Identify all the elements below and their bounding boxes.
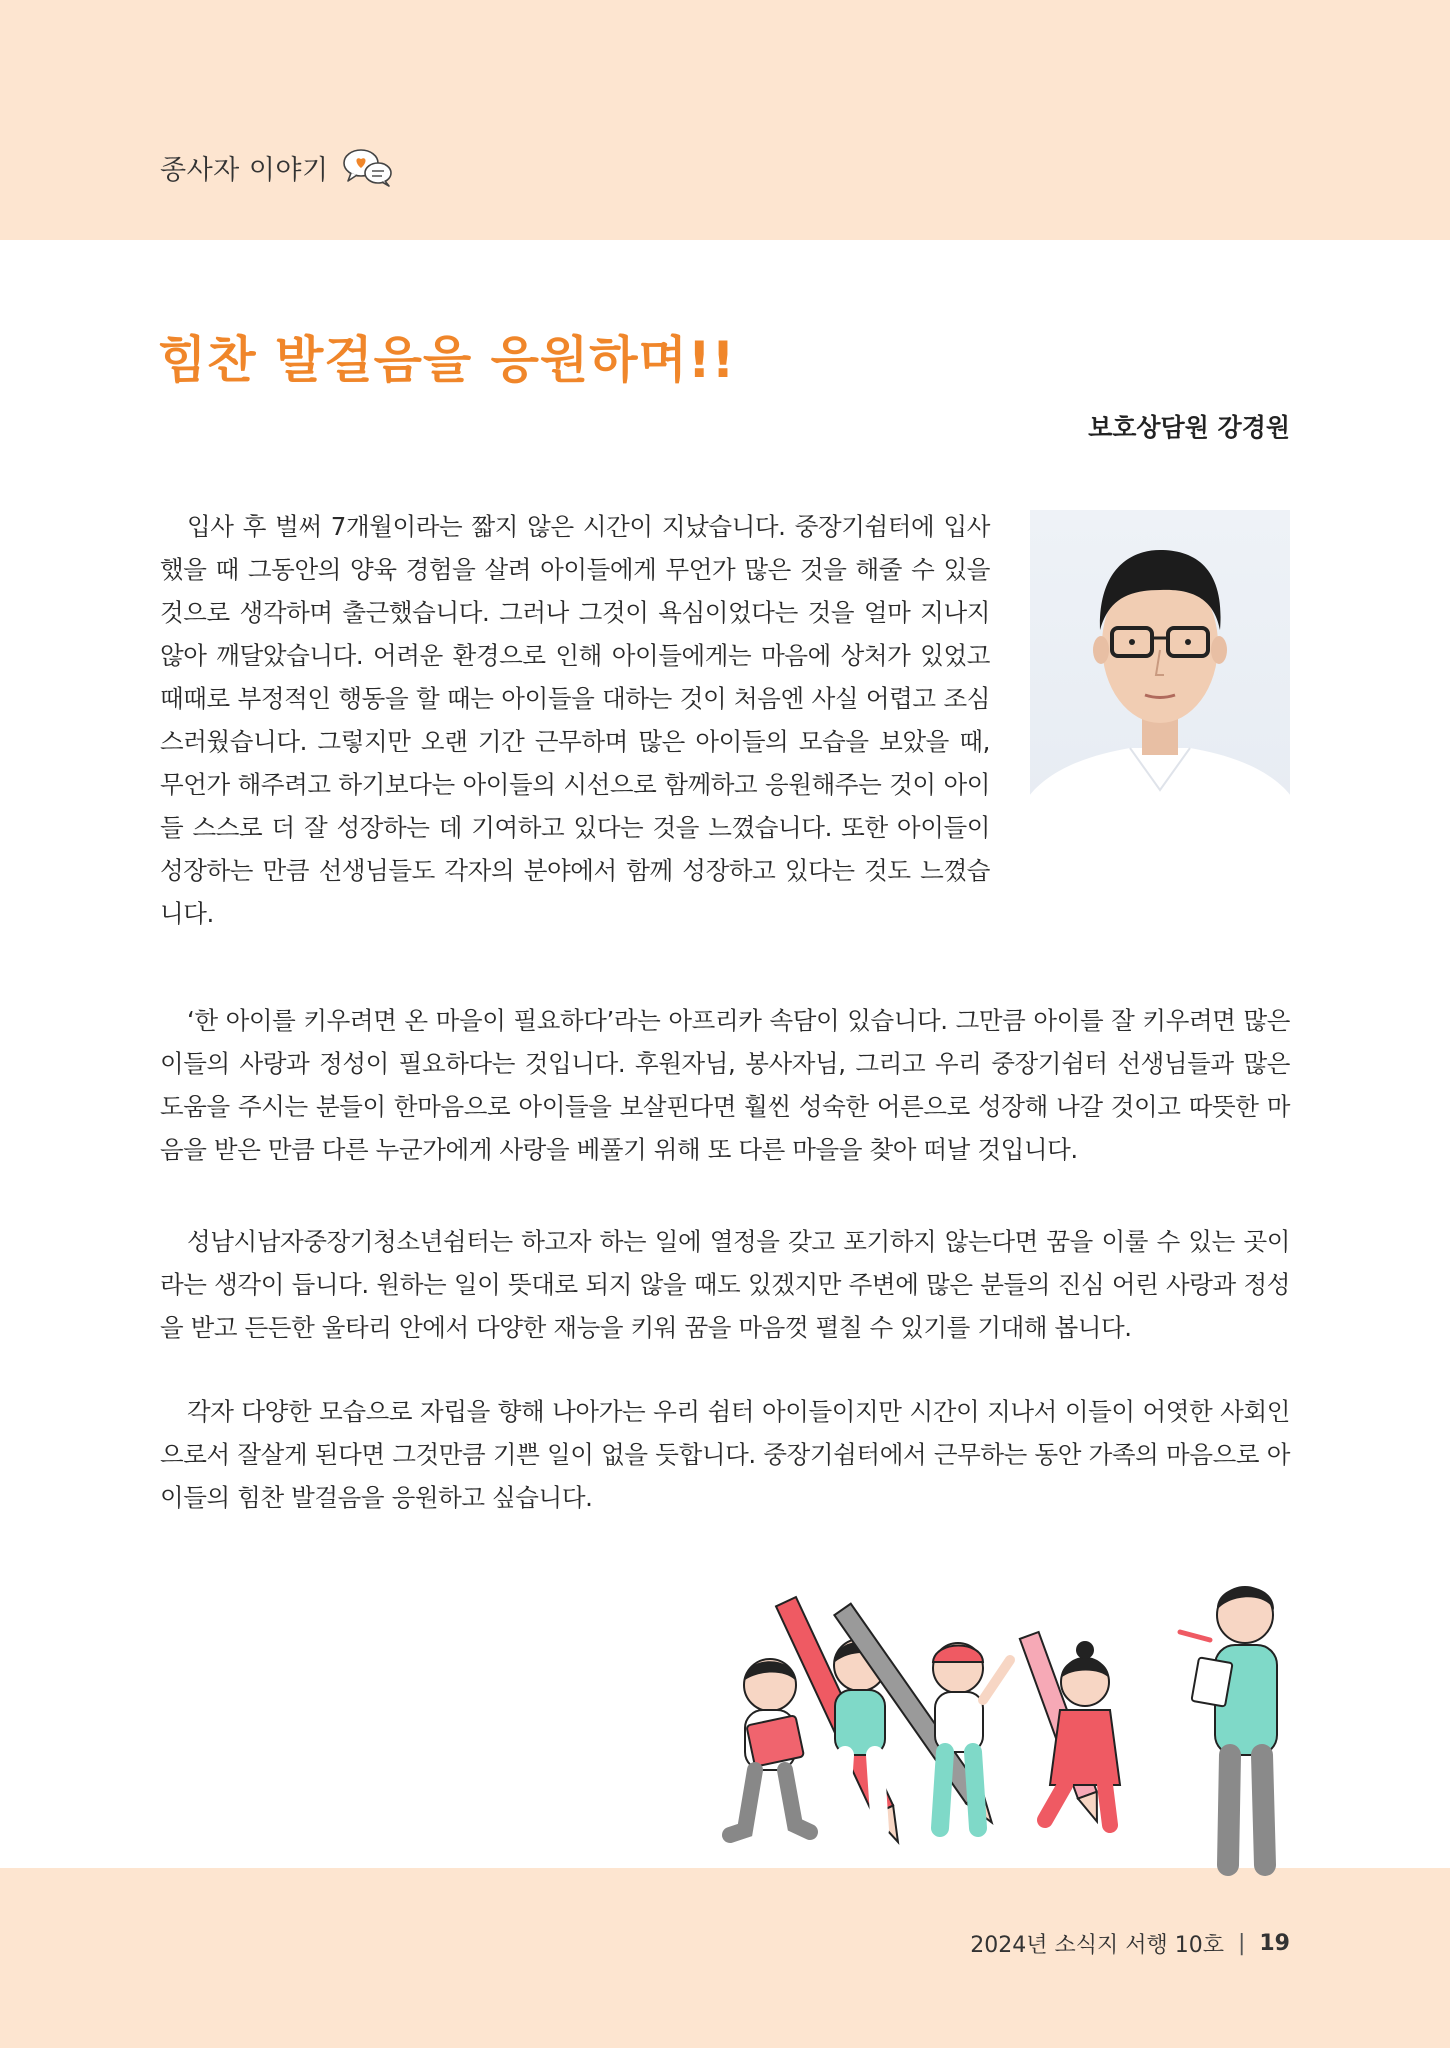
section-label-text: 종사자 이야기	[160, 154, 329, 186]
paragraph-2: ‘한 아이를 키우려면 온 마을이 필요하다’라는 아프리카 속담이 있습니다. 그만큼 아이를 잘 키우려면 많은 이들의 사랑과 정성이 필요하다는 것입니다. 후원자님, 봉사자님, 그리고 우리 중장기쉼터 선생님들과 많은 도움을 주시는 분들이 한마음으로 아이들을 보살핀다면 훨씬 성숙한 어른으로 성장해 나갈 것이고 따뜻한 마음을 받은 만큼 다른 누군가에게 사랑을 베풀기 위해 또 다른 마을을 찾아 떠날 것입니다.	[160, 1006, 1290, 1164]
paragraph-3: 성남시남자중장기청소년쉼터는 하고자 하는 일에 열정을 갖고 포기하지 않는다면 꿈을 이룰 수 있는 곳이라는 생각이 듭니다. 원하는 일이 뜻대로 되지 않을 때도 있겠지만 주변에 많은 분들의 진심 어린 사랑과 정성을 받고 든든한 울타리 안에서 다양한 재능을 키워 꿈을 마음껏 펼칠 수 있기를 기대해 봅니다.	[160, 1227, 1290, 1342]
children-with-pencils-illustration	[690, 1570, 1310, 1890]
section-label	[160, 146, 393, 188]
publication-name: 2024년 소식지 서행 10호	[970, 1933, 1224, 1958]
teacher-with-notepad	[1180, 1587, 1277, 1865]
article-title: 힘찬 발걸음을 응원하며!!	[158, 331, 736, 389]
author-portrait	[1030, 510, 1290, 860]
chat-heart-icon	[341, 146, 393, 188]
author-byline: 보호상담원 강경원	[1088, 413, 1290, 442]
footer-separator: |	[1237, 1931, 1246, 1956]
portrait-illustration	[1030, 510, 1290, 860]
child-with-book	[730, 1659, 810, 1835]
page-footer	[970, 1928, 1290, 1959]
paragraph-4: 각자 다양한 모습으로 자립을 향해 나아가는 우리 쉼터 아이들이지만 시간이 지나서 이들이 어엿한 사회인으로서 잘살게 된다면 그것만큼 기쁜 일이 없을 듯합니다. 중장기쉼터에서 근무하는 동안 가족의 마음으로 아이들의 힘찬 발걸음을 응원하고 싶습니다.	[160, 1397, 1290, 1512]
child-with-cap	[933, 1643, 1010, 1828]
paragraph-1: 입사 후 벌써 7개월이라는 짧지 않은 시간이 지났습니다. 중장기쉼터에 입사했을 때 그동안의 양육 경험을 살려 아이들에게 무언가 많은 것을 해줄 수 있을 것으로 생각하며 출근했습니다. 그러나 그것이 욕심이었다는 것을 얼마 지나지 않아 깨달았습니다. 어려운 환경으로 인해 아이들에게는 마음에 상처가 있었고 때때로 부정적인 행동을 할 때는 아이들을 대하는 것이 처음엔 사실 어렵고 조심스러웠습니다. 그렇지만 오랜 기간 근무하며 많은 아이들의 모습을 보았을 때, 무언가 해주려고 하기보다는 아이들의 시선으로 함께하고 응원해주는 것이 아이들 스스로 더 잘 성장하는 데 기여하고 있다는 것을 느꼈습니다. 또한 아이들이 성장하는 만큼 선생님들도 각자의 분야에서 함께 성장하고 있다는 것도 느꼈습니다.	[160, 512, 990, 928]
page-number: 19	[1259, 1931, 1290, 1956]
header-band	[0, 0, 1450, 240]
